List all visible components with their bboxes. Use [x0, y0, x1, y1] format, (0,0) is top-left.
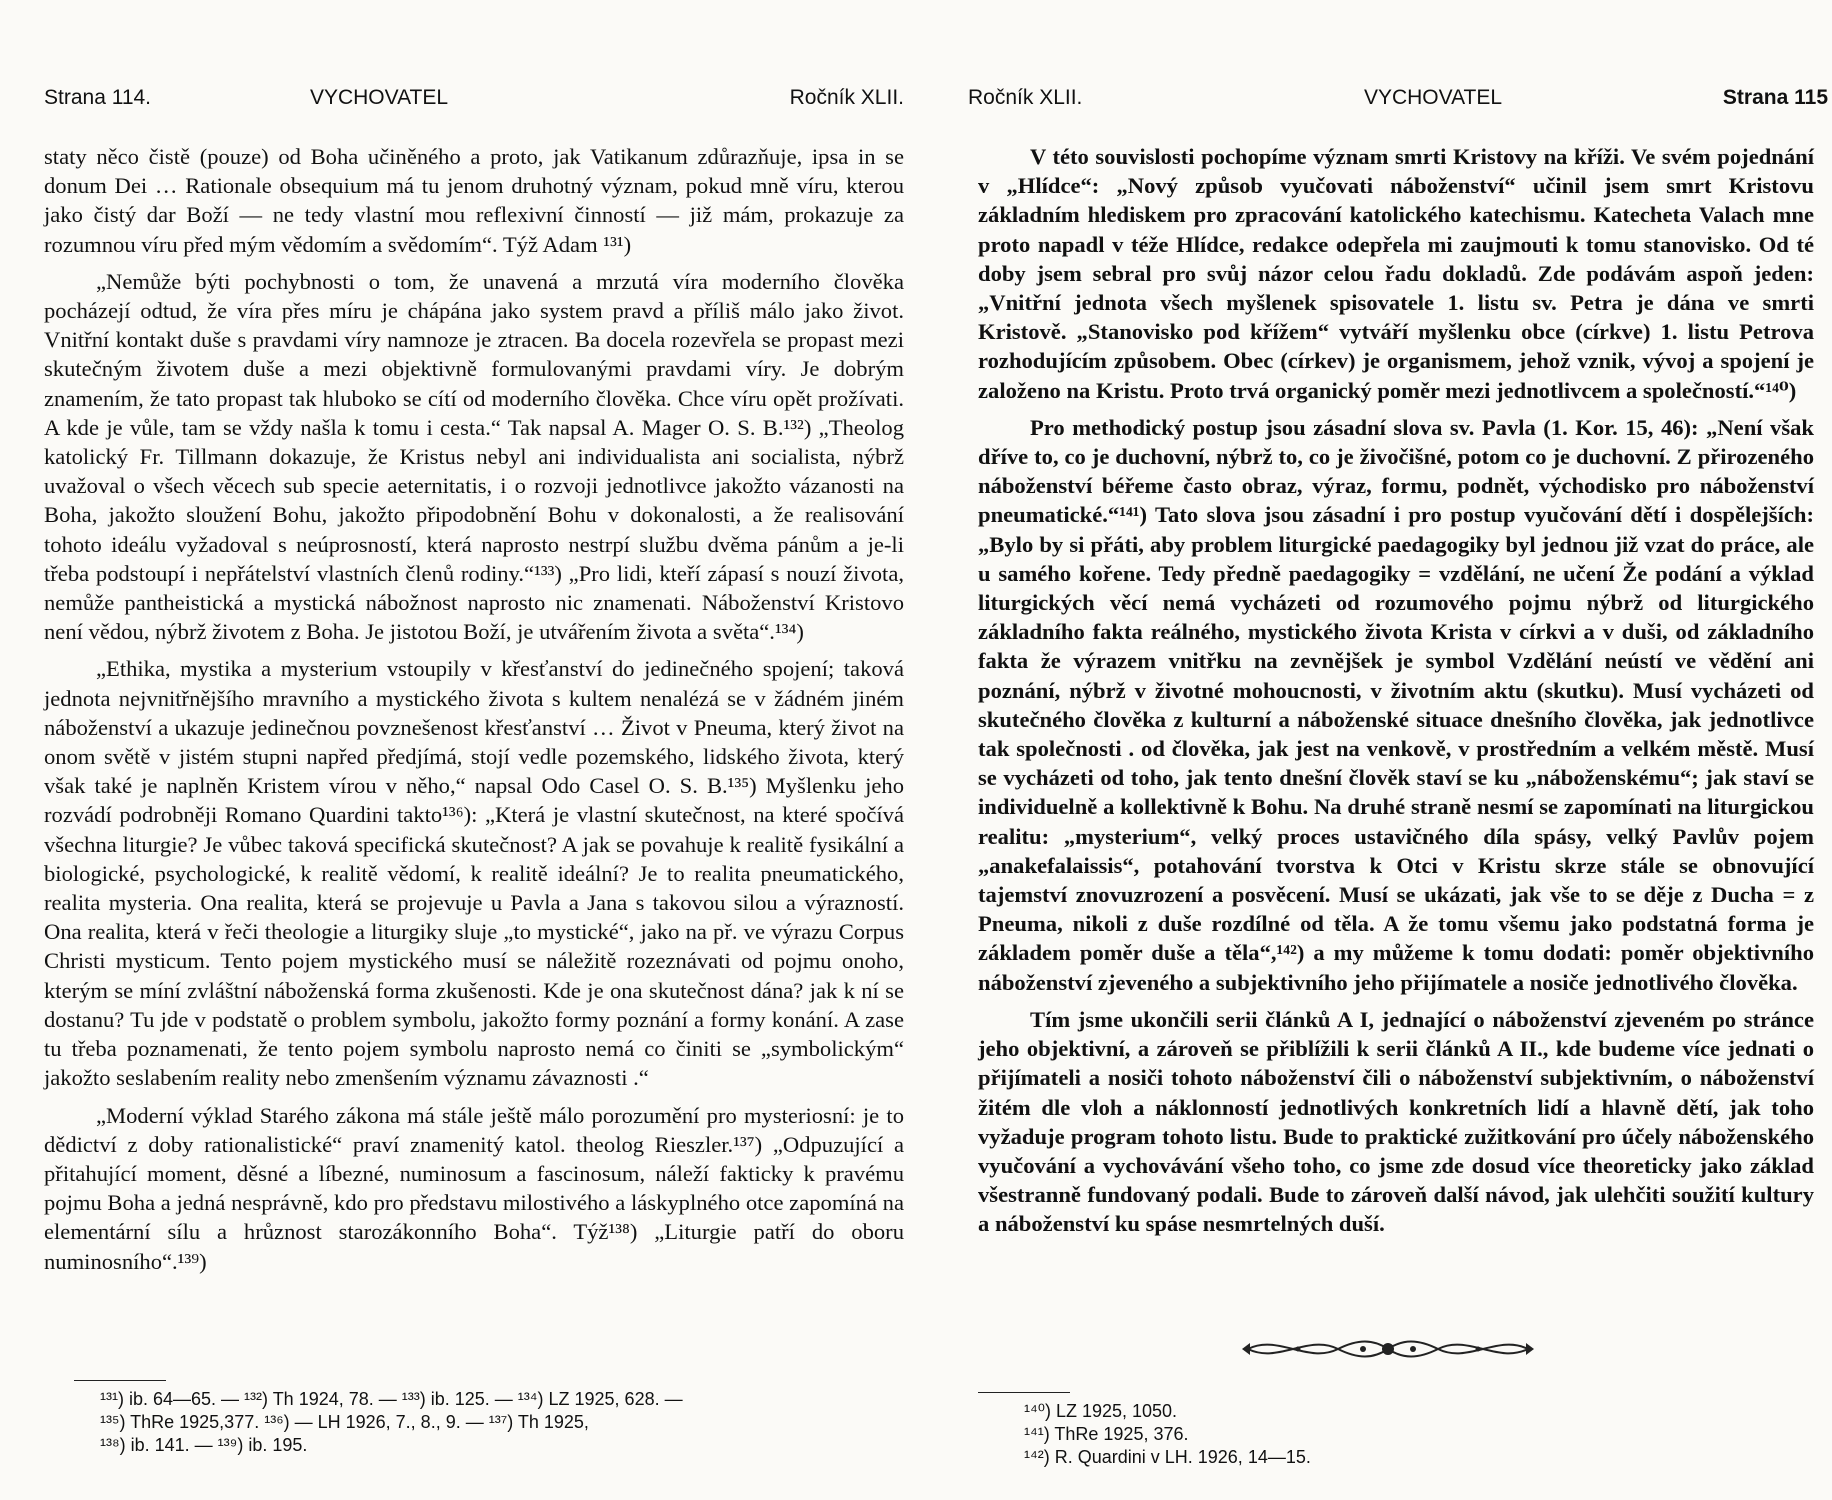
right-page [968, 0, 1828, 1500]
footnote-line: ¹⁴⁰) LZ 1925, 1050. [1024, 1401, 1178, 1421]
paragraph: V této souvislosti pochopíme význam smrti Kristovy na kříži. Ve svém pojednání v „Hlídce“: „Nový způsob vyučovati náboženství“ učinil jsem smrt Kristovu základním hlediskem pro zpracování katolického katechismu. Katecheta Valach mne proto napadl v téže Hlídce, redakce odepřela mi zaujmouti k tomu stanovisko. Od té doby jsem sebral pro svůj názor celou řadu dokladů. Zde podávám aspoň jeden: „Vnitřní jednota všech myšlenek spisovatele 1. listu sv. Petra je dána ve smrti Kristově. „Stanovisko pod křížem“ vytváří myšlenku obce (církve) 1. listu Petrova rozhodujícím způsobem. Obec (církev) je organismem, jehož vznik, vývoj a spojení je založeno na Kristu. Proto trvá organický poměr mezi jednotlivcem a společností.“¹⁴⁰) [978, 144, 1814, 403]
volume-label: Ročník XLII. [968, 86, 1083, 109]
paragraph: „Moderní výklad Starého zákona má stále ještě málo porozumění pro mysteriosní: je to dědictví z doby rationalistické“ praví znamenitý katol. theolog Rieszler.¹³⁷) „Odpuzující a přitahující moment, děsné a líbezné, numinosum a fascinosum, náleží fakticky k pravému pojmu Boha a jedná nesprávně, kdo pro představu milostivého a láskyplného otce zapomíná na elementární sílu a hrůznost starozákonního Boha“. Týž¹³⁸) „Liturgie patří do oboru numinosního“.¹³⁹) [44, 1102, 904, 1274]
left-page [44, 0, 904, 1500]
footnote-line: ¹³⁸) ib. 141. — ¹³⁹) ib. 195. [100, 1435, 308, 1455]
left-footnotes [100, 1388, 683, 1457]
page-number-label: Strana 115 [1722, 86, 1828, 109]
right-footnotes [1024, 1400, 1311, 1469]
footnote-line: ¹³¹) ib. 64—65. — ¹³²) Th 1924, 78. — ¹³³) ib. 125. — ¹³⁴) LZ 1925, 628. — [100, 1389, 683, 1409]
footnote-divider [978, 1392, 1070, 1393]
right-page-body [978, 142, 1814, 1239]
volume-label: Ročník XLII. [789, 86, 904, 109]
footnote-line: ¹⁴¹) ThRe 1925, 376. [1024, 1424, 1189, 1444]
footnote-line: ¹³⁵) ThRe 1925,377. ¹³⁶) — LH 1926, 7., 8., 9. — ¹³⁷) Th 1925, [100, 1412, 589, 1432]
journal-title: VYCHOVATEL [1363, 86, 1503, 109]
footnote-divider [74, 1380, 166, 1381]
paragraph: „Ethika, mystika a mysterium vstoupily v křesťanství do jedinečného spojení; taková jednota nejvnitřnějšího mravního a mystického života s kultem nenalézá se v žádném jiném náboženství a ukazuje jedinečnou povznešenost křesťanství … Život v Pneuma, který život na onom světě v jistém stupni napřed předjímá, stojí vedle pozemského, lidského života, který však také je naplněn Kristem vírou v něho,“ napsal Odo Casel O. S. B.¹³⁵) Myšlenku jeho rozvádí podrobněji Romano Quardini takto¹³⁶): „Která je vlastní skutečnost, na které spočívá všechna liturgie? Je vůbec taková specifická skutečnost? A jak se povahuje k realitě fysikální a biologické, psychologické, k realitě vědomí, k realitě ideální? Je to realita pneumatického, realita mysteria. Ona realita, která se projevuje u Pavla a Jana s takovou silou a výrazností. Ona realita, která v řeči theologie a liturgiky sluje „to mystické“, jako na př. ve výrazu Corpus Christi mysticum. Tento pojem mystického musí se náležitě rozeznávati od pojmu onoho, kterým se míní zvláštní náboženská forma zkušenosti. Kde je ona skutečnost dána? jak k ní se dostanu? Tu jde v podstatě o problem symbolu, jakožto formy poznání a formy konání. A zase tu třeba poznamenati, že tento pojem symbolu naprosto nemá co činiti se „symbolickým“ jakožto seslabením reality nebo zmenšením významu závaznosti .“ [44, 656, 904, 1091]
paragraph: Tím jsme ukončili serii článků A I, jednající o náboženství zjeveném po stránce jeho objektivní, a zároveň se přiblížili k serii článků A II., kde budeme více jednati o přijímateli a nosiči tohoto náboženství čili o náboženství subjektivním, o náboženství žitém dle vloh a náklonností jednotlivých konkretních lidí a hlavně dětí, jak toho vyžaduje program tohoto listu. Bude to praktické zužitkování pro účely náboženského vyučování a vychovávání všeho toho, co jsme zde dosud více theoreticky jako základ všestranně fundovaný podali. Bude to zároveň další návod, jak ulehčiti soužití kultury a náboženství ku spáse nesmrtelných duší. [978, 1006, 1814, 1237]
paragraph: staty něco čistě (pouze) od Boha učiněného a proto, jak Vatikanum zdůrazňuje, ipsa in se donum Dei … Rationale obsequium má tu jenom druhotný význam, pokud mně víru, kterou jako čistý dar Boží — ne tedy vlastní mou reflexivní činností — již mám, prokazuje za rozumnou víru před mým vědomím a svědomím“. Týž Adam ¹³¹) [44, 144, 904, 257]
footnote-line: ¹⁴²) R. Quardini v LH. 1926, 14—15. [1024, 1447, 1311, 1467]
paragraph: „Nemůže býti pochybnosti o tom, že unavená a mrzutá víra moderního člověka pocházejí odtud, že víra přes míru je chápána jako system pravd a příliš málo jako život. Vnitřní kontakt duše s pravdami víry namnoze je ztracen. Ba docela rozevřela se propast mezi skutečným životem duše a mezi objektivně formulovanými pravdami víry. Je dobrým znamením, že tato propast tak hluboko se cítí od moderního člověka. Chce víru opět prožívati. A kde je vůle, tam se vždy našla k tomu i cesta.“ Tak napsal A. Mager O. S. B.¹³²) „Theolog katolický Fr. Tillmann dokazuje, že Kristus nebyl ani individualista ani socialista, nýbrž uvažoval o všech věcech sub specie aeternitatis, i o rozvoji jednotlivce jakožto vázanosti na Boha, jakožto sloužení Bohu, jakožto připodobnění Bohu v dokonalosti, a že realisování tohoto ideálu vyžadoval s neúprosností, která naprosto nestrpí službu dvěma pánům a je-li třeba podstoupí i nepřátelství vlastních členů rodiny.“¹³³) „Pro lidi, kteří zápasí s nouzí života, nemůže pantheistická a mystická nábožnost naprosto nic znamenati. Náboženství Kristovo není vědou, nýbrž životem z Boha. Je jistotou Boží, je utvářením života a světa“.¹³⁴) [44, 268, 904, 645]
decorative-fleuron-icon [1238, 1332, 1538, 1366]
right-page-header [968, 86, 1828, 116]
left-page-header [44, 86, 904, 116]
paragraph: Pro methodický postup jsou zásadní slova sv. Pavla (1. Kor. 15, 46): „Není však dříve to, co je duchovní, nýbrž to, co je živočišné, potom co je duchovní. Z přirozeného náboženství béřeme často obraz, výraz, formu, podnět, východisko pro náboženství pneumatické.“¹⁴¹) Tato slova jsou zásadní i pro postup vyučování dětí i dospělejších: „Bylo by si přáti, aby problem liturgické paedagogiky byl jednou již vzat do práce, ale u samého kořene. Tedy předně paedagogiky = vzdělání, ne učení Že podání a výklad liturgických věcí nemá vycházeti od rozumového pojmu nýbrž od liturgického základního fakta reálného, mystického života Krista v církvi a v duši, od základního fakta že výrazem vnitřku na zevnějšek je symbol Vzdělání neústí ve vědění ani poznání, nýbrž v životné mohoucnosti, v životním aktu (skutku). Musí vycházeti od skutečného člověka z kulturní a náboženské situace dnešního člověka, jak jednotlivce tak společnosti . od člověka, jak jest na venkově, v prostředním a velkém městě. Musí se vycházeti od toho, jak tento dnešní člověk staví se ku „náboženskému“; jak staví se individuelně a kollektivně k Bohu. Na druhé straně nesmí se zapomínati na liturgickou realitu: „mysterium“, velký proces ustavičného díla spásy, velký Pavlův pojem „anakefalaissis“, potahování tvorstva k Otci v Kristu skrze stále se obnovující tajemství znovuzrození a posvěcení. Musí se ukázati, jak vše to se děje z Ducha = z Pneuma, nikoli z duše rozdílné od těla. A že tomu všemu jako podstatná forma je základem poměr duše a těla“,¹⁴²) a my můžeme k tomu dodati: poměr objektivního náboženství zjeveného a subjektivního jeho přijímatele a nosiče jednotlivého člověka. [978, 414, 1814, 995]
page-number-label: Strana 114. [44, 86, 152, 109]
left-page-body [44, 142, 904, 1276]
journal-title: VYCHOVATEL [309, 86, 449, 109]
